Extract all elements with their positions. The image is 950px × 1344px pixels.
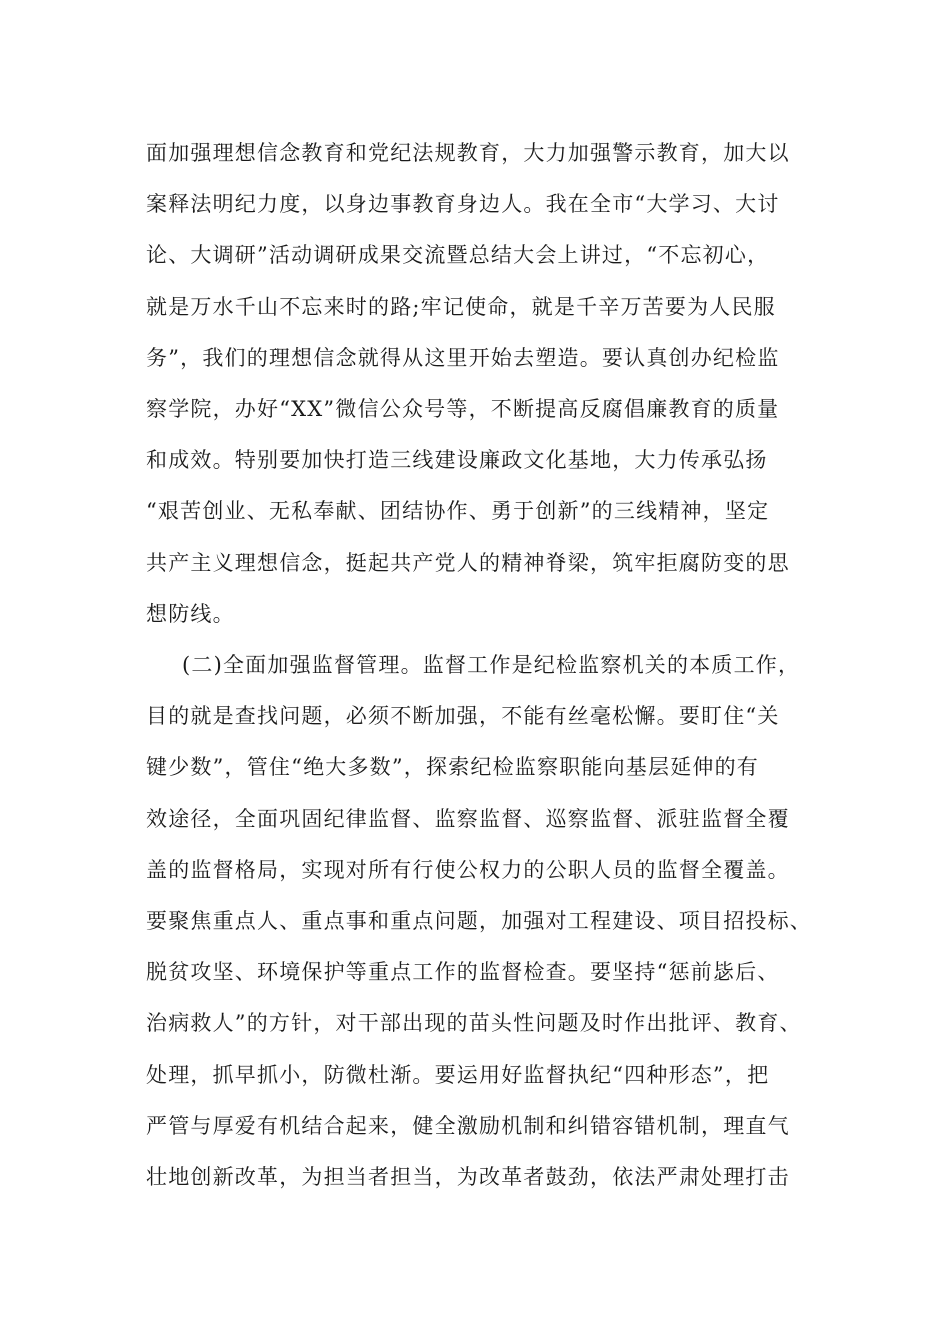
text-line: 要聚焦重点人、重点事和重点问题，加强对工程建设、项目招投标、: [146, 908, 812, 933]
text-line: 治病救人”的方针，对干部出现的苗头性问题及时作出批评、教育、: [146, 1011, 802, 1036]
text-line: 和成效。特别要加快打造三线建设廉政文化基地，大力传承弘扬: [146, 448, 768, 473]
text-line: 目的就是查找问题，必须不断加强，不能有丝毫松懈。要盯住“关: [146, 704, 780, 729]
text-line: 案释法明纪力度，以身边事教育身边人。我在全市“大学习、大讨: [146, 192, 780, 217]
text-line: 键少数”，管住“绝大多数”，探索纪检监察职能向基层延伸的有: [146, 755, 760, 780]
text-line: 壮地创新改革，为担当者担当，为改革者鼓劲，依法严肃处理打击: [146, 1164, 790, 1189]
text-line: 严管与厚爱有机结合起来，健全激励机制和纠错容错机制，理直气: [146, 1113, 790, 1138]
paragraph-supervision-management: [146, 640, 812, 1203]
text-line: 想防线。: [146, 601, 235, 626]
text-line: 论、大调研”活动调研成果交流暨总结大会上讲过，“不忘初心，: [146, 243, 770, 268]
paragraph-ideological-education: [146, 128, 806, 640]
text-line: 务”，我们的理想信念就得从这里开始去塑造。要认真创办纪检监: [146, 345, 780, 370]
text-line-first-indented: (二)全面加强监督管理。监督工作是纪检监察机关的本质工作，: [182, 653, 801, 677]
text-line: “艰苦创业、无私奉献、团结协作、勇于创新”的三线精神，坚定: [146, 499, 770, 524]
text-line: 共产主义理想信念，挺起共产党人的精神脊梁，筑牢拒腐防变的思: [146, 550, 790, 575]
text-line: 就是万水千山不忘来时的路;牢记使命，就是千辛万苦要为人民服: [146, 294, 776, 319]
text-line: 效途径，全面巩固纪律监督、监察监督、巡察监督、派驻监督全覆: [146, 806, 790, 831]
text-line: 盖的监督格局，实现对所有行使公权力的公职人员的监督全覆盖。: [146, 857, 790, 882]
text-line: 处理，抓早抓小，防微杜渐。要运用好监督执纪“四种形态”，把: [146, 1062, 770, 1087]
text-line: 面加强理想信念教育和党纪法规教育，大力加强警示教育，加大以: [146, 141, 790, 165]
text-line: 脱贫攻坚、环境保护等重点工作的监督检查。要坚持“惩前毖后、: [146, 960, 780, 985]
text-line: 察学院，办好“XX”微信公众号等，不断提高反腐倡廉教育的质量: [146, 396, 780, 421]
